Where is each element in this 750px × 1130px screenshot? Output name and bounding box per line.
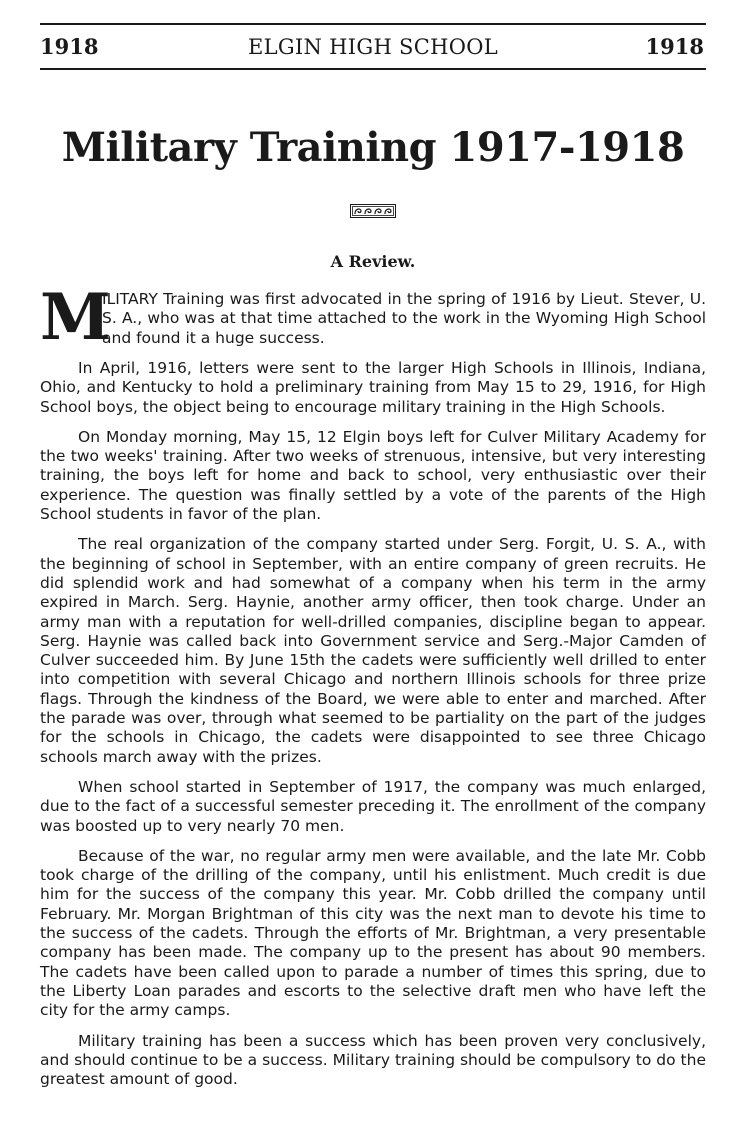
header-year-left: 1918: [40, 34, 99, 59]
page: [40, 0, 706, 1130]
paragraph-1-text: ILITARY Training was first advocated in the spring of 1916 by Lieut. Stever, U. S. A., who was at that time attached to the work in the Wyoming High School and found it a huge success.: [102, 290, 706, 347]
header-top-rule: [40, 23, 706, 25]
paragraph-1: [40, 280, 706, 355]
article-title: Military Training 1917-1918: [61, 124, 685, 171]
header-year-right: 1918: [645, 34, 704, 59]
header-bottom-rule: [40, 68, 706, 70]
paragraph-6: Because of the war, no regular army men were available, and the late Mr. Cobb took charge of the drilling of the company, until his enlistment. Much credit is due him for the success of the company this year. Mr. Cobb drilled the company until February. Mr. Morgan Brightman of this city was the next man to devote his time to the success of the cadets. Through the efforts of Mr. Brightman, a very presentable company has been made. The company up to the present has about 90 members. The cadets have been called upon to parade a number of times this spring, due to the Liberty Loan parades and escorts to the selective draft men who have left the city for the army camps.: [40, 846, 706, 1020]
article-body: [40, 280, 706, 1100]
paragraph-4: The real organization of the company started under Serg. Forgit, U. S. A., with the beginning of school in September, with an entire company of green recruits. He did splendid work and had somewhat of a company when his term in the army expired in March. Serg. Haynie, another army officer, then took charge. Under an army man with a reputation for well-drilled companies, discipline began to appear. Serg. Haynie was called back into Government service and Serg.-Major Camden of Culver succeeded him. By June 15th the cadets were sufficiently well drilled to enter into competition with several Chicago and northern Illinois schools for three prize flags. Through the kindness of the Board, we were able to enter and marched. After the parade was over, through what seemed to be partiality on the part of the judges for the schools in Chicago, the cadets were disappointed to see three Chicago schools march away with the prizes.: [40, 535, 706, 766]
drop-cap: M: [40, 280, 111, 355]
ornament-icon: [350, 204, 396, 218]
paragraph-5: When school started in September of 1917, the company was much enlarged, due to the fact of a successful semester preceding it. The enrollment of the company was boosted up to very nearly 70 men.: [40, 777, 706, 835]
paragraph-7: Military training has been a success which has been proven very conclusively, and should continue to be a success. Military training should be compulsory to do the greatest amount of good.: [40, 1031, 706, 1089]
running-header: [40, 32, 706, 62]
paragraph-2: In April, 1916, letters were sent to the larger High Schools in Illinois, Indiana, Ohio, and Kentucky to hold a preliminary training from May 15 to 29, 1916, for High School boys, the object being to encourage military training in the High Schools.: [40, 359, 706, 416]
paragraph-3: On Monday morning, May 15, 12 Elgin boys left for Culver Military Academy for the two weeks' training. After two weeks of strenuous, intensive, but very interesting training, the boys left for home and back to school, very enthusiastic over their experience. The question was finally settled by a vote of the parents of the High School students in favor of the plan.: [40, 427, 706, 524]
article-subtitle: A Review.: [330, 252, 416, 271]
header-school-name: ELGIN HIGH SCHOOL: [247, 35, 498, 59]
